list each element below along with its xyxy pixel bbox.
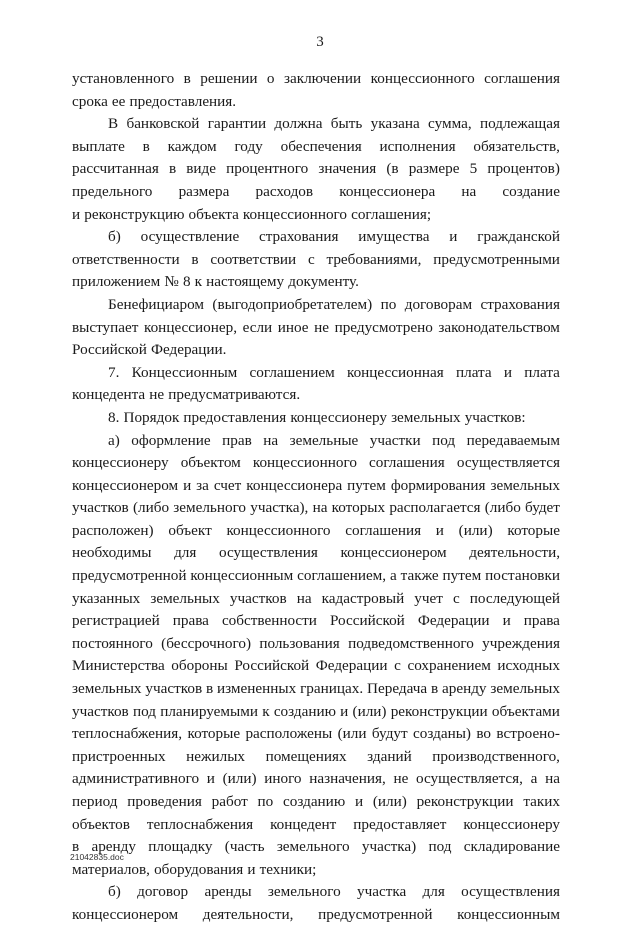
text-line <box>72 68 560 91</box>
word: (или) <box>458 521 493 539</box>
word: и <box>72 205 81 223</box>
word: созданию <box>283 793 346 810</box>
word: обеспечения <box>280 137 362 155</box>
word: последующей <box>469 589 560 607</box>
word: объектов <box>72 815 130 833</box>
text-line <box>72 655 560 678</box>
document-body <box>72 68 560 927</box>
word: формирования <box>390 476 486 494</box>
text-line <box>72 136 560 159</box>
word: участков: <box>464 408 526 426</box>
word: и <box>206 770 215 788</box>
word: размера <box>178 182 230 200</box>
word: подведомственного <box>348 634 474 652</box>
word: быть <box>330 115 363 133</box>
word: сумма, <box>428 115 472 133</box>
word: объектами <box>491 702 560 720</box>
word: реконструкции <box>416 793 514 810</box>
word: размере <box>408 160 460 178</box>
word: Министерства <box>72 657 165 675</box>
word: предоставления <box>183 408 287 426</box>
word: Концессионным <box>131 363 238 381</box>
text-line <box>72 904 560 927</box>
word: планируемыми <box>160 702 258 720</box>
word: иного <box>264 770 302 788</box>
word: расположены <box>245 725 333 743</box>
word: решении <box>200 70 258 87</box>
word: участков <box>145 680 203 698</box>
word: производственного, <box>432 747 560 765</box>
text-line <box>72 836 560 859</box>
word: и <box>435 521 444 539</box>
word: в <box>72 838 80 856</box>
word: предусмотрено <box>334 318 433 336</box>
word: договорам <box>404 295 473 313</box>
word: расходов <box>255 182 314 200</box>
word: (или) <box>222 770 257 788</box>
word: договор <box>137 883 189 901</box>
word: аренду <box>91 838 136 856</box>
word: приложением <box>72 273 161 291</box>
word: рассчитанная <box>72 160 159 178</box>
word: созданы) <box>413 725 471 743</box>
word: (в <box>386 160 399 178</box>
word: концессионера <box>246 476 343 494</box>
word: права <box>172 612 209 630</box>
text-line <box>72 294 560 317</box>
word: располагается <box>389 499 481 517</box>
word: под <box>428 838 452 856</box>
word: передаваемым <box>466 431 560 449</box>
word: техники; <box>259 860 317 878</box>
word: земельных <box>72 680 142 698</box>
word: Российской <box>234 657 310 675</box>
word: законодательством <box>438 318 560 336</box>
word: реконструкцию <box>84 205 185 223</box>
word: подлежащая <box>479 115 560 133</box>
word: а) <box>108 431 120 449</box>
word: объекта <box>188 205 239 223</box>
word: требованиями, <box>326 250 422 268</box>
word: документу. <box>288 273 359 291</box>
word: участков <box>72 499 129 517</box>
text-line <box>72 610 560 633</box>
word: предоставления. <box>129 92 237 110</box>
word: проведения <box>127 793 202 810</box>
word: которые <box>187 725 241 743</box>
word: Передача <box>367 680 428 698</box>
word: к <box>194 273 203 291</box>
word: концессионным <box>457 905 560 923</box>
word: соглашения <box>484 70 560 87</box>
word: пристроенных <box>72 747 166 765</box>
word: концессионеру <box>290 408 387 426</box>
word: в <box>142 137 150 155</box>
word: (выгодоприобретателем) <box>212 295 373 313</box>
word: концессионером <box>340 544 447 562</box>
word: к <box>262 702 270 720</box>
word: не <box>314 318 329 336</box>
word: соглашения <box>345 521 422 539</box>
word: 7. <box>108 363 120 381</box>
text-line <box>72 317 560 340</box>
text-line <box>72 430 560 453</box>
word: и <box>503 363 513 381</box>
word: осуществляется <box>456 454 560 472</box>
word: земельных <box>150 589 220 607</box>
word: страхования <box>480 295 560 313</box>
text-line <box>72 768 560 791</box>
word: земельного <box>267 883 341 901</box>
text-line <box>72 452 560 475</box>
word: складирование <box>463 838 560 856</box>
word: в <box>191 250 199 268</box>
word: и <box>354 793 364 810</box>
word: участков <box>229 589 287 607</box>
word: банковской <box>126 115 200 133</box>
word: участков <box>72 702 129 720</box>
text-line <box>72 384 560 407</box>
word: расположен) <box>72 521 154 539</box>
word: процентного <box>226 160 309 178</box>
text-line <box>72 542 560 565</box>
word: имущества <box>358 228 430 246</box>
word: соглашения <box>368 454 445 472</box>
word: обороны <box>171 657 228 675</box>
word: гражданской <box>477 228 560 246</box>
word: земельных <box>490 476 560 494</box>
word: работ <box>211 793 248 810</box>
text-line <box>72 814 560 837</box>
text-line <box>72 204 560 227</box>
text-line <box>72 633 560 656</box>
text-line <box>72 565 560 588</box>
page-number: 3 <box>316 34 324 50</box>
word: соглашением <box>249 363 335 381</box>
word: плата <box>456 363 492 381</box>
text-line <box>72 746 560 769</box>
word: нежилых <box>186 747 246 765</box>
word: концессионером <box>72 476 179 494</box>
word: участка) <box>361 838 417 856</box>
word: аренду <box>442 680 487 698</box>
word: не <box>393 770 409 788</box>
word: (либо <box>132 499 170 517</box>
text-line <box>72 859 560 882</box>
word: процентов) <box>487 160 560 178</box>
text-line <box>72 181 560 204</box>
word: назначения, <box>309 770 386 788</box>
word: 5 <box>469 160 478 178</box>
word: площадку <box>148 838 213 856</box>
word: настоящему <box>206 273 285 291</box>
word: и <box>247 860 256 878</box>
word: постоянного <box>72 634 153 652</box>
word: в <box>205 680 214 698</box>
word: будет <box>525 499 560 517</box>
word: созданию <box>273 702 336 720</box>
word: участка <box>356 883 407 901</box>
word: земельных <box>490 680 560 698</box>
word: прав <box>222 431 252 449</box>
text-line <box>72 339 560 362</box>
word: во <box>476 725 492 743</box>
word: значения <box>318 160 377 178</box>
word: земельных <box>391 408 461 426</box>
word: права <box>523 612 560 630</box>
text-line <box>72 520 560 543</box>
word: таких <box>523 793 560 810</box>
word: под <box>132 702 156 720</box>
word: Федерации <box>417 612 490 630</box>
word: 8. <box>108 408 120 426</box>
word: исходных <box>497 657 560 675</box>
word: предоставляет <box>353 815 447 833</box>
word: аренды <box>204 883 252 901</box>
word: указанных <box>72 589 141 607</box>
word: концессионного <box>370 70 475 87</box>
word: учет <box>414 589 443 607</box>
word: оформление <box>131 431 211 449</box>
word: указана <box>370 115 420 133</box>
word: соглашения; <box>351 205 432 223</box>
word: создание <box>502 182 560 200</box>
word: установленного <box>72 70 175 87</box>
text-line <box>72 588 560 611</box>
word: концессионер, <box>143 318 238 336</box>
word: кадастровый <box>321 589 405 607</box>
word: необходимы <box>72 544 152 562</box>
word: осуществления <box>461 883 560 901</box>
word: объектом <box>180 454 241 472</box>
word: теплоснабжения, <box>72 725 183 743</box>
word: период <box>72 793 118 810</box>
word: (бессрочного) <box>161 634 252 652</box>
word: для <box>422 883 445 901</box>
word: земельного <box>276 838 350 856</box>
text-line <box>72 497 560 520</box>
word: оборудования <box>154 860 244 878</box>
word: зданий <box>367 747 412 765</box>
word: 8 <box>182 273 191 291</box>
word: не <box>149 386 165 404</box>
word: Федерации <box>315 657 388 675</box>
word: будут <box>371 725 408 743</box>
text-line <box>72 91 560 114</box>
word: концедент <box>270 815 337 833</box>
text-line <box>72 158 560 181</box>
word: (или) <box>372 793 407 810</box>
word: а <box>530 770 538 788</box>
word: осуществление <box>140 228 240 246</box>
word: Порядок <box>123 408 180 426</box>
text-line <box>72 226 560 249</box>
word: в <box>430 680 439 698</box>
word: иное <box>277 318 309 336</box>
word: которых <box>331 499 386 517</box>
word: концессионного <box>252 454 357 472</box>
word: о <box>266 70 275 87</box>
word: Российской <box>329 612 405 630</box>
word: измененных <box>217 680 297 698</box>
text-line <box>72 113 560 136</box>
word: в <box>183 70 191 87</box>
word: и <box>183 476 192 494</box>
word: Бенефициаром <box>108 295 204 313</box>
word: соответствии <box>210 250 297 268</box>
word: и <box>502 612 511 630</box>
word: земельные <box>289 431 359 449</box>
word: Российской <box>72 341 147 359</box>
word: концессионным <box>190 567 294 585</box>
word: счет <box>213 476 242 494</box>
word: (либо <box>484 499 521 517</box>
word: концессионного <box>242 205 347 223</box>
word: пользования <box>259 634 340 652</box>
word: теплоснабжения <box>146 815 254 833</box>
word: плата <box>524 363 560 381</box>
word: сохранением <box>407 657 491 675</box>
word: учреждения <box>482 634 560 652</box>
word: деятельности, <box>469 544 560 562</box>
word: выступает <box>72 318 139 336</box>
word: на <box>296 589 312 607</box>
word: границах. <box>300 680 364 698</box>
word: административного <box>72 770 200 788</box>
word: если <box>242 318 273 336</box>
word: предусмотренной <box>318 905 433 923</box>
word: В <box>108 115 119 133</box>
word: Федерации. <box>150 341 227 359</box>
word: ее <box>111 92 126 110</box>
word: постановки <box>485 567 560 585</box>
word: путем <box>442 567 482 585</box>
word: также <box>400 567 439 585</box>
word: на <box>545 770 560 788</box>
word: а <box>390 567 397 585</box>
text-line <box>72 881 560 904</box>
word: каждом <box>167 137 217 155</box>
word: по <box>380 295 397 313</box>
word: на <box>312 499 328 517</box>
text-line <box>72 475 560 498</box>
word: в <box>168 160 177 178</box>
word: должна <box>274 115 323 133</box>
word: реконструкции <box>390 702 488 720</box>
word: ответственности <box>72 250 180 268</box>
word: году <box>234 137 263 155</box>
word: виде <box>186 160 216 178</box>
word: земельного <box>173 499 247 517</box>
word: на <box>263 431 279 449</box>
word: предусмотренными <box>433 250 560 268</box>
text-line <box>72 791 560 814</box>
word: (или <box>337 725 367 743</box>
word: материалов, <box>72 860 150 878</box>
word: собственности <box>221 612 317 630</box>
word: концессионеру <box>72 454 169 472</box>
word: путем <box>347 476 386 494</box>
word: исполнения <box>379 137 456 155</box>
document-file-id: 21042835.doc <box>70 852 124 862</box>
word: с <box>394 657 401 675</box>
word: (часть <box>224 838 265 856</box>
word: объект <box>168 521 212 539</box>
word: соглашением, <box>297 567 387 585</box>
word: по <box>257 793 274 810</box>
word: б) <box>108 883 121 901</box>
text-line <box>72 678 560 701</box>
word: б) <box>108 228 121 246</box>
word: № <box>164 273 179 291</box>
text-line <box>72 701 560 724</box>
word: деятельности, <box>202 905 294 923</box>
word: для <box>174 544 197 562</box>
word: и <box>449 228 458 246</box>
word: страхования <box>258 228 339 246</box>
word: концессионера <box>339 182 436 200</box>
text-line <box>72 249 560 272</box>
word: гарантии <box>207 115 267 133</box>
text-line <box>72 723 560 746</box>
word: выплате <box>72 137 125 155</box>
word: встроено- <box>496 725 560 743</box>
word: помещениях <box>265 747 347 765</box>
word: концессионером <box>72 905 179 923</box>
word: предельного <box>72 182 153 200</box>
word: за <box>196 476 209 494</box>
word: концессионного <box>226 521 331 539</box>
word: заключении <box>283 70 362 87</box>
text-line <box>72 407 560 430</box>
word: концессионеру <box>463 815 560 833</box>
word: осуществления <box>219 544 318 562</box>
word: регистрацией <box>72 612 160 630</box>
word: концессионная <box>346 363 444 381</box>
word: и <box>340 702 349 720</box>
word: осуществляется, <box>416 770 523 788</box>
word: предусматриваются. <box>168 386 301 404</box>
text-line <box>72 362 560 385</box>
word: (или) <box>352 702 387 720</box>
word: на <box>461 182 477 200</box>
word: срока <box>72 92 108 110</box>
word: под <box>432 431 456 449</box>
word: концедента <box>72 386 146 404</box>
word: участки <box>369 431 421 449</box>
word: предусмотренной <box>72 567 187 585</box>
word: с <box>307 250 315 268</box>
word: которые <box>507 521 560 539</box>
word: с <box>452 589 460 607</box>
word: обязательств, <box>473 137 560 155</box>
word: участка), <box>250 499 309 517</box>
text-line <box>72 271 560 294</box>
